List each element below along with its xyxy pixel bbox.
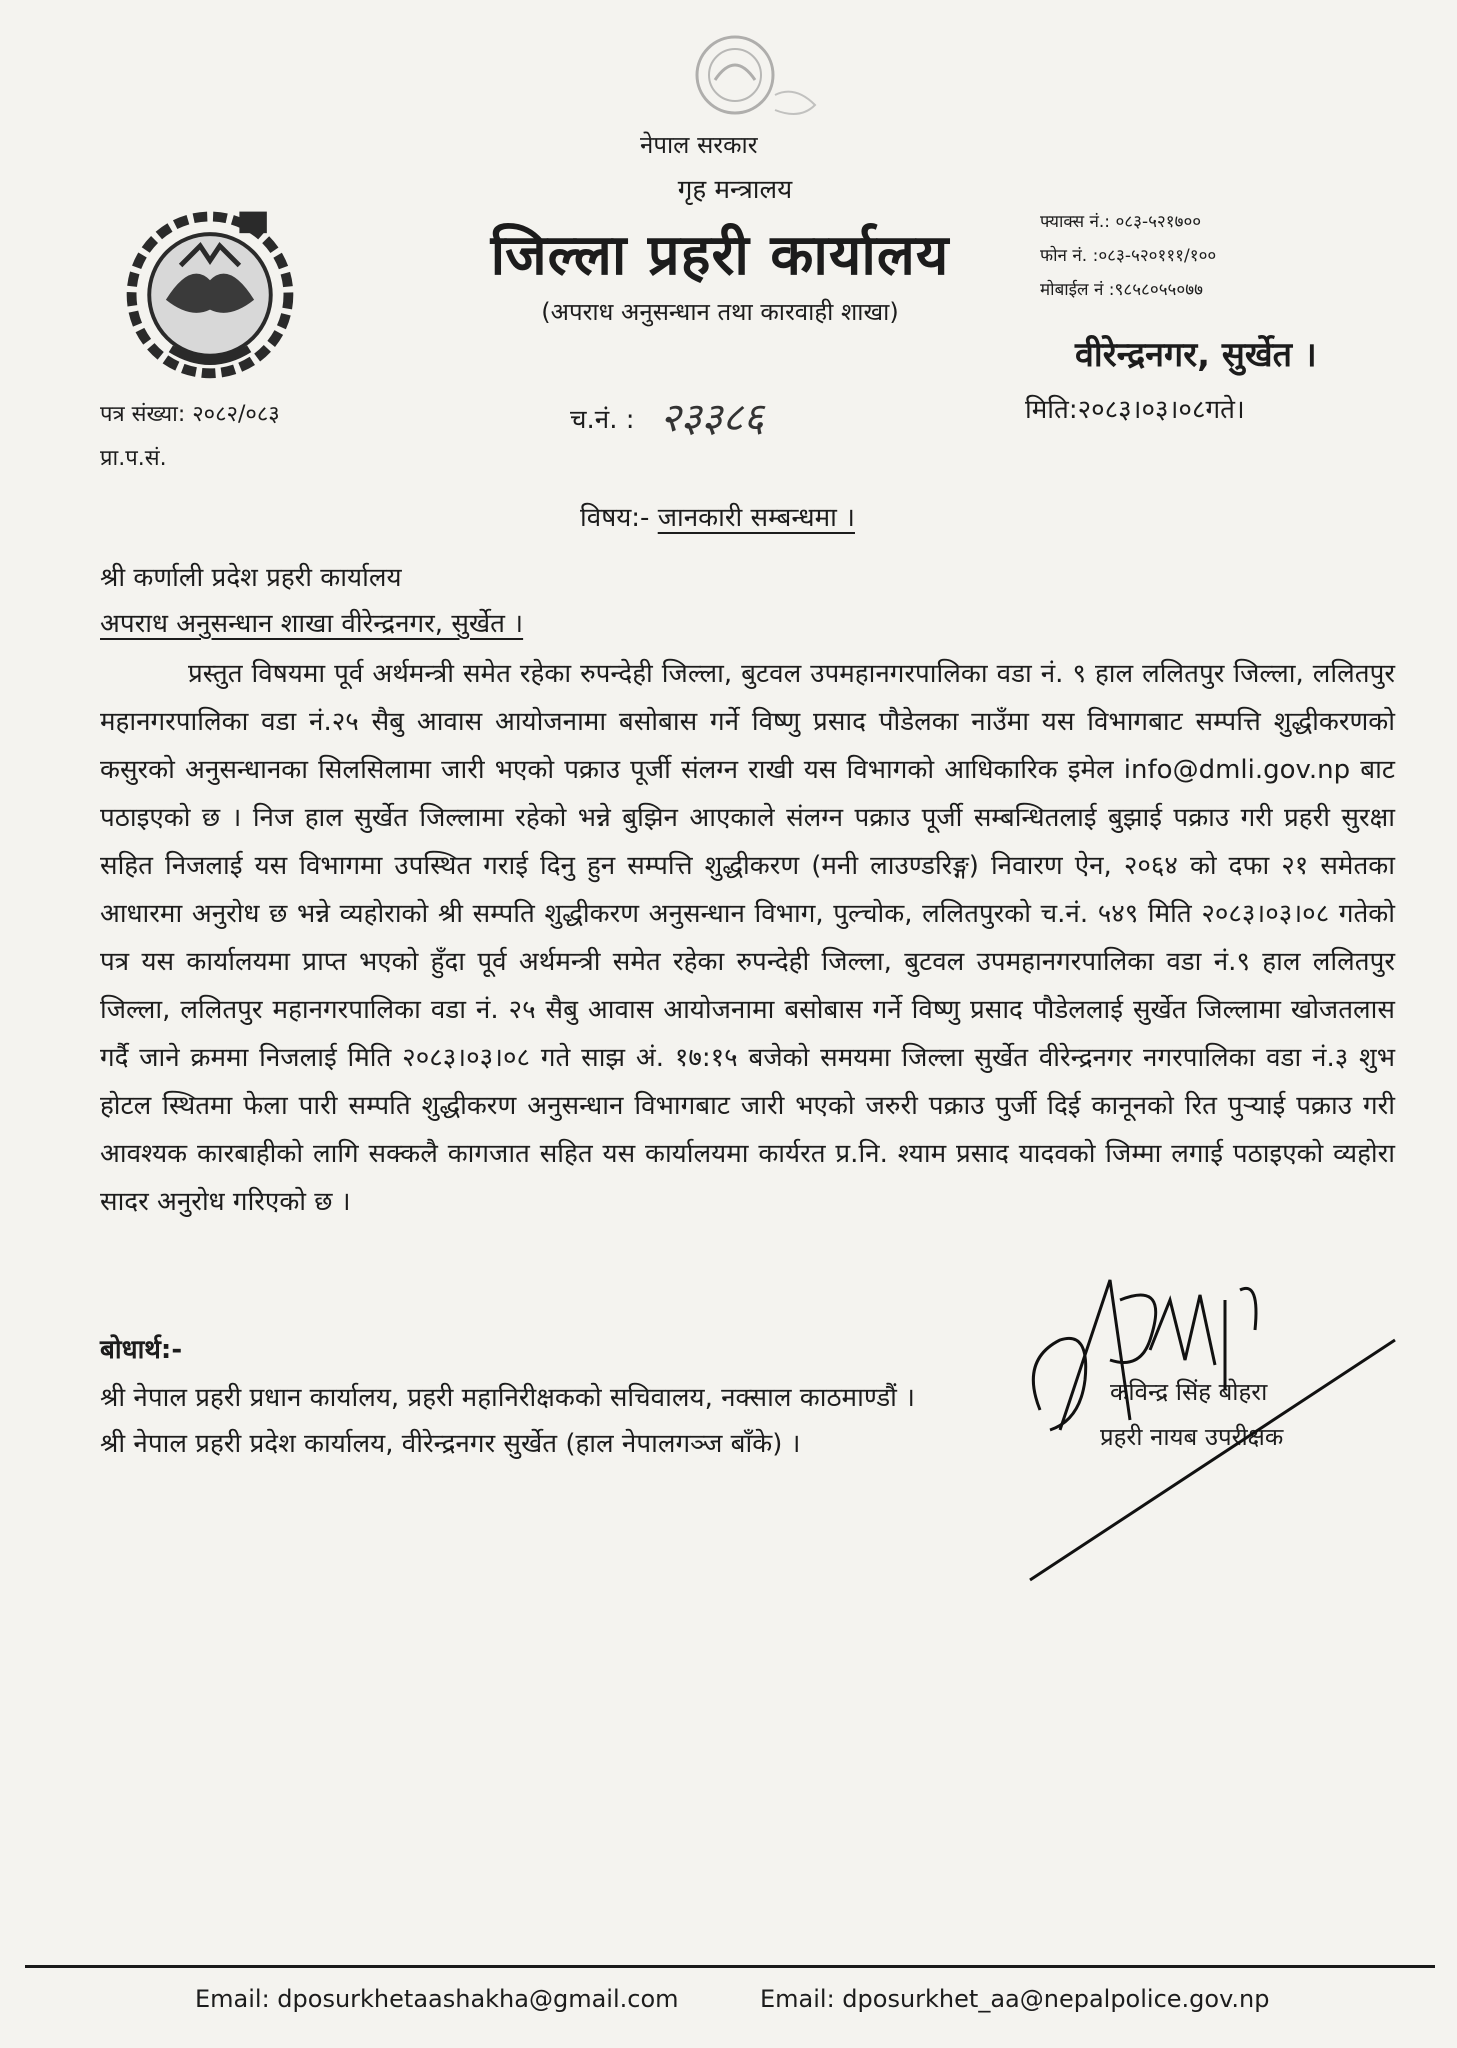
ministry-name: गृह मन्त्रालय bbox=[677, 175, 793, 205]
government-name: नेपाल सरकार bbox=[640, 131, 758, 159]
nepal-emblem-icon bbox=[112, 192, 308, 388]
subject-label: विषय:- bbox=[580, 503, 650, 533]
subject-value: जानकारी सम्बन्धमा । bbox=[657, 503, 855, 533]
contact-block bbox=[1040, 205, 1380, 307]
letter-date: मिति:२०८३।०३।०८गते। bbox=[1025, 395, 1245, 425]
branch-name: (अपराध अनुसन्धान तथा कारवाही शाखा) bbox=[541, 298, 899, 326]
letter-number: पत्र संख्या: २०८२/०८३ bbox=[100, 402, 280, 427]
footer-email-1: Email: dposurkhetaashakha@gmail.com bbox=[195, 1985, 679, 2013]
addressee-line-1: श्री कर्णाली प्रदेश प्रहरी कार्यालय bbox=[100, 563, 402, 593]
footer-email-2: Email: dposurkhet_aa@nepalpolice.gov.np bbox=[760, 1985, 1270, 2013]
office-location: वीरेन्द्रनगर, सुर्खेत । bbox=[1075, 335, 1317, 375]
addressee-line-2: अपराध अनुसन्धान शाखा वीरेन्द्रनगर, सुर्खेत । bbox=[100, 609, 524, 639]
signatory-title: प्रहरी नायब उपरीक्षक bbox=[1100, 1423, 1284, 1451]
footer-divider bbox=[25, 1965, 1435, 1968]
handwritten-signature bbox=[1000, 1240, 1420, 1610]
letter-body: प्रस्तुत विषयमा पूर्व अर्थमन्त्री समेत रहेका रुपन्देही जिल्ला, बुटवल उपमहानगरपालिका वडा नं. ९ हाल ललितपुर जिल्ला, ललितपुर महानगरपालिका वडा नं.२५ सैबु आवास आयोजनामा बसोबास गर्ने विष्णु प्रसाद पौडेलका नाउँमा यस विभागबाट सम्पत्ति शुद्धीकरणको कसुरको अनुसन्धानका सिलसिलामा जारी भएको पक्राउ पूर्जी संलग्न राखी यस विभागको आधिकारिक इमेल info@dmli.gov.np बाट पठाइएको छ । निज हाल सुर्खेत जिल्लामा रहेको भन्ने बुझिन आएकाले संलग्न पक्राउ पूर्जी सम्बन्धितलाई बुझाई पक्राउ गरी प्रहरी सुरक्षा सहित निजलाई यस विभागमा उपस्थित गराई दिनु हुन सम्पत्ति शुद्धीकरण (मनी लाउण्डरिङ्ग) निवारण ऐन, २०६४ को दफा २१ समेतका आधारमा अनुरोध छ भन्ने व्यहोराको श्री सम्पति शुद्धीकरण अनुसन्धान विभाग, पुल्चोक, ललितपुरको च.नं. ५४९ मिति २०८३।०३।०८ गतेको पत्र यस कार्यालयमा प्राप्त भएको हुँदा पूर्व अर्थमन्त्री समेत रहेका रुपन्देही जिल्ला, बुटवल उपमहानगरपालिका वडा नं.९ हाल ललितपुर जिल्ला, ललितपुर महानगरपालिका वडा नं. २५ सैबु आवास आयोजनामा बसोबास गर्ने विष्णु प्रसाद पौडेललाई सुर्खेत जिल्लामा खोजतलास गर्दै जाने क्रममा निजलाई मिति २०८३।०३।०८ गते साझ अं. १७:१५ बजेको समयमा जिल्ला सुर्खेत वीरेन्द्रनगर नगरपालिका वडा नं.३ शुभ होटल स्थितमा फेला पारी सम्पति शुद्धीकरण अनुसन्धान विभागबाट जारी भएको जरुरी पक्राउ पुर्जी दिई कानूनको रित पुऱ्याई पक्राउ गरी आवश्यक कारबाहीको लागि सक्कलै कागजात सहित यस कार्यालयमा कार्यरत प्र.नि. श्याम प्रसाद यादवको जिम्मा लगाई पठाइएको व्यहोरा सादर अनुरोध गरिएको छ । bbox=[100, 659, 1395, 1217]
phone-number: फोन नं. :०८३-५२०१११/१०० bbox=[1040, 246, 1217, 266]
pra-pa-number: प्रा.प.सं. bbox=[100, 446, 167, 471]
cc-label: बोधार्थ:- bbox=[100, 1335, 183, 1365]
office-title: जिल्ला प्रहरी कार्यालय bbox=[490, 223, 950, 288]
fax-number: फ्याक्स नं.: ०८३-५२१७०० bbox=[1040, 212, 1202, 232]
dispatch-number-value: २३३८६ bbox=[660, 395, 764, 441]
cc-line-2: श्री नेपाल प्रहरी प्रदेश कार्यालय, वीरेन्द्रनगर सुर्खेत (हाल नेपालगञ्ज बाँके) । bbox=[100, 1429, 801, 1459]
subject-line bbox=[580, 498, 855, 534]
mobile-number: मोबाईल नं :९८५८०५५०७७ bbox=[1040, 280, 1203, 300]
cc-line-1: श्री नेपाल प्रहरी प्रधान कार्यालय, प्रहरी महानिरीक्षकको सचिवालय, नक्साल काठमाण्डौं । bbox=[100, 1383, 915, 1413]
signatory-name: कविन्द्र सिंह बोहरा bbox=[1110, 1378, 1268, 1406]
dispatch-number-label: च.नं. : bbox=[570, 405, 635, 435]
